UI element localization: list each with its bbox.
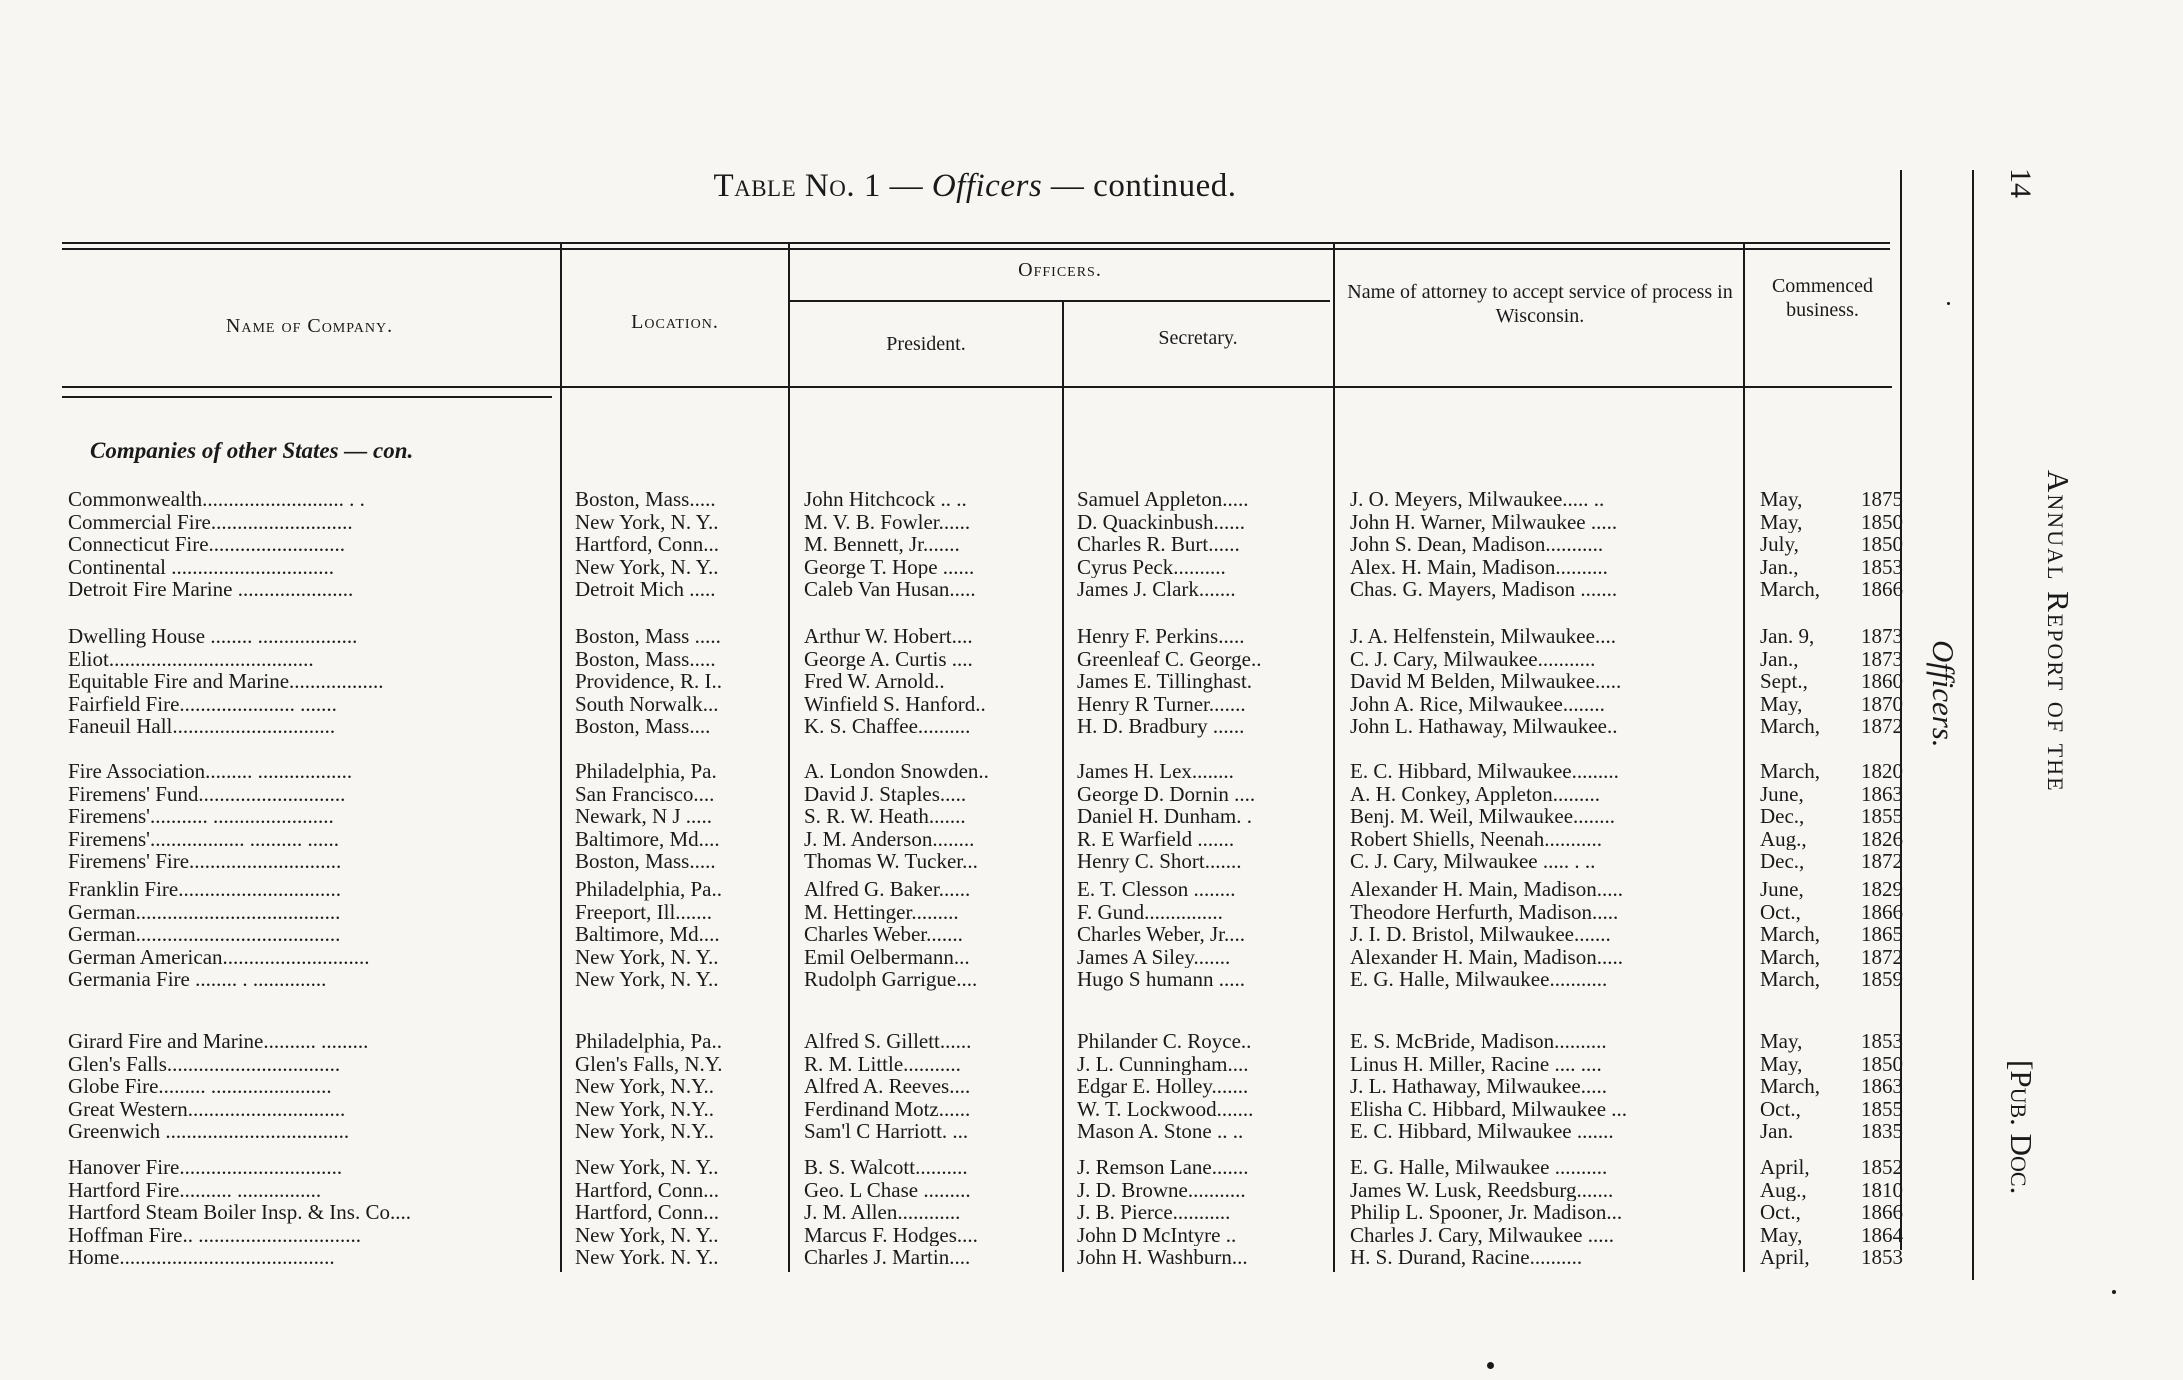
company-secretary: Charles Weber, Jr.... <box>1077 923 1245 946</box>
company-attorney: Alexander H. Main, Madison..... <box>1350 945 1623 969</box>
company-location: Hartford, Conn... <box>575 1201 720 1224</box>
company-attorney: David M Belden, Milwaukee..... <box>1350 670 1622 693</box>
commenced-year: 1863 <box>1861 1075 1903 1098</box>
company-name: Hanover Fire............................... <box>68 1156 343 1179</box>
commenced-year: 1864 <box>1861 1223 1903 1247</box>
company-secretary: J. B. Pierce........... <box>1077 1201 1231 1224</box>
running-header-officers: Officers. <box>1926 640 1961 748</box>
table-row <box>0 878 1903 901</box>
commenced-month: March, <box>1760 923 1821 946</box>
company-secretary: James H. Lex........ <box>1077 760 1234 783</box>
company-president: Charles Weber....... <box>804 923 963 946</box>
table-row <box>0 1223 1903 1247</box>
company-attorney: H. S. Durand, Racine.......... <box>1350 1246 1583 1269</box>
company-location: New York, N.Y.. <box>575 1120 715 1143</box>
commenced-month: Oct., <box>1760 1097 1801 1121</box>
officers-subrule <box>790 300 1330 302</box>
company-name: Faneuil Hall............................... <box>68 715 336 738</box>
commenced-year: 1855 <box>1861 805 1903 828</box>
table-row <box>0 488 1903 511</box>
table-row <box>0 1201 1903 1224</box>
company-president: S. R. W. Heath....... <box>804 805 966 828</box>
company-name: Eliot....................................... <box>68 647 314 671</box>
company-president: Emil Oelbermann... <box>804 945 970 969</box>
company-name: Greenwich ................................... <box>68 1120 350 1143</box>
company-location: Baltimore, Md.... <box>575 923 720 946</box>
commenced-year: 1875 <box>1861 488 1903 511</box>
company-attorney: E. S. McBride, Madison.......... <box>1350 1030 1607 1053</box>
company-attorney: C. J. Cary, Milwaukee........... <box>1350 647 1596 671</box>
company-president: Rudolph Garrigue.... <box>804 968 978 991</box>
company-location: Philadelphia, Pa.. <box>575 878 722 901</box>
company-location: New York, N. Y.. <box>575 968 719 991</box>
table-row <box>0 715 1903 738</box>
company-secretary: George D. Dornin .... <box>1077 782 1256 806</box>
commenced-year: 1850 <box>1861 510 1903 534</box>
company-name: Commonwealth........................... . . <box>68 488 365 511</box>
commenced-month: Jan., <box>1760 647 1799 671</box>
company-attorney: E. C. Hibbard, Milwaukee......... <box>1350 760 1619 783</box>
company-president: M. Hettinger......... <box>804 900 959 924</box>
commenced-month: May, <box>1760 1052 1803 1076</box>
commenced-month: March, <box>1760 715 1821 738</box>
company-attorney: Philip L. Spooner, Jr. Madison... <box>1350 1201 1623 1224</box>
header-secretary: Secretary. <box>1158 327 1238 349</box>
company-group <box>0 625 1903 738</box>
commenced-month: April, <box>1760 1156 1810 1179</box>
company-president: Sam'l C Harriott. ... <box>804 1120 969 1143</box>
commenced-year: 1866 <box>1861 578 1903 601</box>
company-attorney: J. I. D. Bristol, Milwaukee....... <box>1350 923 1611 946</box>
company-secretary: Mason A. Stone .. .. <box>1077 1120 1244 1143</box>
company-attorney: John H. Warner, Milwaukee ..... <box>1350 510 1618 534</box>
company-secretary: J. D. Browne........... <box>1077 1178 1246 1202</box>
commenced-year: 1873 <box>1861 647 1903 671</box>
company-group <box>0 488 1903 601</box>
header-location: Location. <box>631 311 719 333</box>
commenced-year: 1835 <box>1861 1120 1903 1143</box>
company-secretary: James E. Tillinghast. <box>1077 670 1253 693</box>
company-attorney: Elisha C. Hibbard, Milwaukee ... <box>1350 1097 1628 1121</box>
company-secretary: Hugo S humann ..... <box>1077 968 1245 991</box>
company-name: Detroit Fire Marine ...................... <box>68 578 354 601</box>
company-secretary: F. Gund............... <box>1077 900 1223 924</box>
commenced-month: May, <box>1760 692 1803 716</box>
commenced-year: 1826 <box>1861 827 1903 851</box>
company-group <box>0 1156 1903 1269</box>
company-location: New York, N.Y.. <box>575 1097 715 1121</box>
table-row <box>0 1075 1903 1098</box>
commenced-month: March, <box>1760 945 1821 969</box>
header-name-of-company: Name of Company. <box>225 315 394 337</box>
top-rule-2 <box>62 248 1890 250</box>
commenced-year: 1853 <box>1861 1246 1903 1269</box>
commenced-month: May, <box>1760 510 1803 534</box>
company-secretary: J. L. Cunningham.... <box>1077 1052 1249 1076</box>
company-president: George T. Hope ...... <box>804 555 975 579</box>
company-secretary: R. E Warfield ....... <box>1077 827 1235 851</box>
section-title: Companies of other States — con. <box>90 438 414 463</box>
commenced-month: April, <box>1760 1246 1810 1269</box>
company-location: New York, N.Y.. <box>575 1075 715 1098</box>
company-name: Hartford Steam Boiler Insp. & Ins. Co.... <box>68 1201 411 1224</box>
company-location: New York, N. Y.. <box>575 555 719 579</box>
commenced-year: 1852 <box>1861 1156 1903 1179</box>
header-commenced: Commenced business. <box>1771 275 1874 321</box>
header-officers: Officers. <box>1018 259 1102 281</box>
company-president: Alfred S. Gillett...... <box>804 1030 972 1053</box>
company-secretary: Henry R Turner....... <box>1077 692 1246 716</box>
company-name: Firemens'........... ....................... <box>68 805 334 828</box>
company-attorney: Theodore Herfurth, Madison..... <box>1350 900 1619 924</box>
company-president: John Hitchcock .. .. <box>804 488 967 511</box>
company-attorney: E. G. Halle, Milwaukee .......... <box>1350 1156 1608 1179</box>
company-president: A. London Snowden.. <box>804 760 989 783</box>
company-attorney: J. L. Hathaway, Milwaukee..... <box>1350 1075 1607 1098</box>
commenced-month: July, <box>1760 533 1799 556</box>
commenced-year: 1872 <box>1861 715 1903 738</box>
company-president: Caleb Van Husan..... <box>804 578 976 601</box>
commenced-year: 1853 <box>1861 555 1903 579</box>
company-secretary: Daniel H. Dunham. . <box>1077 805 1252 828</box>
company-secretary: Charles R. Burt...... <box>1077 533 1240 556</box>
company-name: German....................................... <box>68 900 341 924</box>
running-header-title: Annual Report of the <box>2041 470 2076 793</box>
company-location: Boston, Mass..... <box>575 647 716 671</box>
company-location: Boston, Mass.... <box>575 715 711 738</box>
company-attorney: E. C. Hibbard, Milwaukee ....... <box>1350 1120 1614 1143</box>
company-name: Fire Association......... .................. <box>68 760 353 783</box>
company-president: George A. Curtis .... <box>804 647 973 671</box>
company-attorney: Chas. G. Mayers, Madison ....... <box>1350 578 1618 601</box>
table-row <box>0 1246 1903 1269</box>
company-secretary: James A Siley....... <box>1077 945 1231 969</box>
outer-right-rule <box>1972 170 1974 1280</box>
commenced-year: 1829 <box>1861 878 1903 901</box>
company-president: Ferdinand Motz...... <box>804 1097 971 1121</box>
company-president: David J. Staples..... <box>804 782 967 806</box>
company-attorney: John A. Rice, Milwaukee........ <box>1350 692 1605 716</box>
company-location: Glen's Falls, N.Y. <box>575 1052 723 1076</box>
commenced-month: May, <box>1760 488 1803 511</box>
commenced-month: June, <box>1760 878 1804 901</box>
commenced-month: March, <box>1760 760 1821 783</box>
table-row <box>0 968 1903 991</box>
company-president: B. S. Walcott.......... <box>804 1156 968 1179</box>
company-attorney: John L. Hathaway, Milwaukee.. <box>1350 715 1618 738</box>
company-attorney: Alex. H. Main, Madison.......... <box>1350 555 1608 579</box>
commenced-month: Jan. <box>1760 1120 1794 1143</box>
table-row <box>0 555 1903 579</box>
table-row <box>0 625 1903 648</box>
company-location: New York, N. Y.. <box>575 1156 719 1179</box>
table-row <box>0 578 1903 601</box>
company-president: K. S. Chaffee.......... <box>804 715 971 738</box>
company-name: Home......................................... <box>68 1246 335 1269</box>
company-location: Boston, Mass..... <box>575 850 716 873</box>
company-name: Firemens' Fire............................. <box>68 850 342 873</box>
company-location: Philadelphia, Pa. <box>575 760 717 783</box>
commenced-year: 1866 <box>1861 900 1903 924</box>
header-attorney: Name of attorney to accept service of process in Wisconsin. <box>1347 281 1733 327</box>
company-president: J. M. Anderson........ <box>804 827 975 851</box>
company-location: New York, N. Y.. <box>575 510 719 534</box>
table-title <box>60 168 1890 205</box>
company-secretary: Cyrus Peck.......... <box>1077 555 1226 579</box>
commenced-year: 1853 <box>1861 1030 1903 1053</box>
commenced-year: 1872 <box>1861 850 1903 873</box>
company-secretary: Samuel Appleton..... <box>1077 488 1249 511</box>
company-attorney: Benj. M. Weil, Milwaukee........ <box>1350 805 1616 828</box>
company-location: Baltimore, Md.... <box>575 827 720 851</box>
commenced-year: 1855 <box>1861 1097 1903 1121</box>
commenced-month: Sept., <box>1760 670 1808 693</box>
company-attorney: Alexander H. Main, Madison..... <box>1350 878 1623 901</box>
company-president: R. M. Little........... <box>804 1052 961 1076</box>
company-name: Girard Fire and Marine.......... ......... <box>68 1030 369 1053</box>
commenced-month: Aug., <box>1760 1178 1807 1202</box>
table-row <box>0 805 1903 828</box>
commenced-month: May, <box>1760 1223 1803 1247</box>
table-title-prefix: Table No. 1 — <box>713 168 924 204</box>
company-attorney: E. G. Halle, Milwaukee........... <box>1350 968 1608 991</box>
commenced-month: June, <box>1760 782 1804 806</box>
table-row <box>0 692 1903 716</box>
header-bottom-rule <box>62 386 1892 388</box>
table-title-italic: Officers <box>931 168 1043 204</box>
company-secretary: Edgar E. Holley....... <box>1077 1075 1249 1098</box>
company-secretary: J. Remson Lane....... <box>1077 1156 1249 1179</box>
company-group <box>0 878 1903 991</box>
company-president: Marcus F. Hodges.... <box>804 1223 978 1247</box>
company-president: J. M. Allen............ <box>804 1201 961 1224</box>
print-speck <box>1487 1362 1494 1369</box>
header-president: President. <box>886 333 966 355</box>
commenced-year: 1820 <box>1861 760 1903 783</box>
table-row <box>0 850 1903 873</box>
company-president: Alfred A. Reeves.... <box>804 1075 971 1098</box>
company-location: Newark, N J ..... <box>575 805 713 828</box>
company-attorney: Charles J. Cary, Milwaukee ..... <box>1350 1223 1614 1247</box>
company-location: Freeport, Ill....... <box>575 900 713 924</box>
table-row <box>0 1178 1903 1202</box>
commenced-month: March, <box>1760 968 1821 991</box>
company-attorney: A. H. Conkey, Appleton......... <box>1350 782 1601 806</box>
company-secretary: Henry F. Perkins..... <box>1077 625 1245 648</box>
company-president: M. Bennett, Jr....... <box>804 533 960 556</box>
company-location: Hartford, Conn... <box>575 1178 720 1202</box>
company-name: Firemens' Fund............................ <box>68 782 346 806</box>
company-secretary: Henry C. Short....... <box>1077 850 1242 873</box>
table-row <box>0 1052 1903 1076</box>
company-name: Continental ............................... <box>68 555 334 579</box>
table-row <box>0 827 1903 851</box>
company-secretary: H. D. Bradbury ...... <box>1077 715 1245 738</box>
company-secretary: John D McIntyre .. <box>1077 1223 1237 1247</box>
page-number: 14 <box>2004 168 2037 198</box>
company-secretary: Greenleaf C. George.. <box>1077 647 1262 671</box>
company-attorney: James W. Lusk, Reedsburg....... <box>1350 1178 1614 1202</box>
commenced-month: Oct., <box>1760 900 1801 924</box>
company-name: Hoffman Fire.. ............................... <box>68 1223 362 1247</box>
company-name: Great Western.............................. <box>68 1097 346 1121</box>
company-president: Thomas W. Tucker... <box>804 850 978 873</box>
company-attorney: John S. Dean, Madison........... <box>1350 533 1604 556</box>
company-secretary: W. T. Lockwood....... <box>1077 1097 1254 1121</box>
commenced-year: 1860 <box>1861 670 1903 693</box>
table-row <box>0 533 1903 556</box>
commenced-year: 1873 <box>1861 625 1903 648</box>
commenced-year: 1810 <box>1861 1178 1903 1202</box>
company-name: Dwelling House ........ ................... <box>68 625 358 648</box>
table-row <box>0 923 1903 946</box>
commenced-year: 1859 <box>1861 968 1903 991</box>
table-row <box>0 1030 1903 1053</box>
company-location: South Norwalk... <box>575 692 719 716</box>
company-name: German American............................ <box>68 945 370 969</box>
company-location: New York, N. Y.. <box>575 945 719 969</box>
table-row <box>0 510 1903 534</box>
commenced-month: Jan. 9, <box>1760 625 1815 648</box>
company-name: Fairfield Fire...................... ....... <box>68 692 337 716</box>
commenced-month: Aug., <box>1760 827 1807 851</box>
company-attorney: Robert Shiells, Neenah........... <box>1350 827 1602 851</box>
commenced-year: 1850 <box>1861 533 1903 556</box>
commenced-month: Jan., <box>1760 555 1799 579</box>
commenced-month: Oct., <box>1760 1201 1801 1224</box>
company-secretary: Philander C. Royce.. <box>1077 1030 1252 1053</box>
company-attorney: C. J. Cary, Milwaukee ..... . .. <box>1350 850 1596 873</box>
commenced-month: March, <box>1760 578 1821 601</box>
commenced-month: May, <box>1760 1030 1803 1053</box>
company-location: San Francisco.... <box>575 782 715 806</box>
company-location: Hartford, Conn... <box>575 533 720 556</box>
company-president: Alfred G. Baker...... <box>804 878 971 901</box>
company-name: Globe Fire......... ....................... <box>68 1075 332 1098</box>
running-header-pub-doc: [Pub. Doc. <box>2004 1060 2039 1195</box>
company-name: Commercial Fire........................... <box>68 510 353 534</box>
table-row <box>0 945 1903 969</box>
company-president: Geo. L Chase ......... <box>804 1178 971 1202</box>
company-name: Connecticut Fire.......................... <box>68 533 346 556</box>
commenced-year: 1863 <box>1861 782 1903 806</box>
table-row <box>0 670 1903 693</box>
company-name: Franklin Fire............................... <box>68 878 341 901</box>
company-name: Firemens'.................. .......... ...... <box>68 827 339 851</box>
company-name: Equitable Fire and Marine.................. <box>68 670 384 693</box>
header-bottom-rule-2 <box>62 396 552 398</box>
print-speck-3 <box>1947 302 1950 305</box>
company-location: Providence, R. I.. <box>575 670 722 693</box>
company-group <box>0 1030 1903 1143</box>
table-title-suffix: — continued. <box>1050 168 1237 204</box>
company-president: Charles J. Martin.... <box>804 1246 971 1269</box>
company-secretary: E. T. Clesson ........ <box>1077 878 1236 901</box>
company-name: Hartford Fire.......... ................ <box>68 1178 322 1202</box>
commenced-year: 1872 <box>1861 945 1903 969</box>
company-president: Winfield S. Hanford.. <box>804 692 986 716</box>
company-secretary: John H. Washburn... <box>1077 1246 1248 1269</box>
company-president: M. V. B. Fowler...... <box>804 510 971 534</box>
company-secretary: D. Quackinbush...... <box>1077 510 1245 534</box>
commenced-month: March, <box>1760 1075 1821 1098</box>
company-secretary: James J. Clark....... <box>1077 578 1236 601</box>
table-row <box>0 647 1903 671</box>
company-attorney: J. A. Helfenstein, Milwaukee.... <box>1350 625 1616 648</box>
company-location: Philadelphia, Pa.. <box>575 1030 722 1053</box>
company-attorney: J. O. Meyers, Milwaukee..... .. <box>1350 488 1605 511</box>
company-location: Boston, Mass..... <box>575 488 716 511</box>
company-attorney: Linus H. Miller, Racine .... .... <box>1350 1052 1602 1076</box>
company-name: Germania Fire ........ . .............. <box>68 968 327 991</box>
company-location: New York, N. Y.. <box>575 1223 719 1247</box>
commenced-month: Dec., <box>1760 850 1805 873</box>
top-rule-1 <box>62 242 1890 244</box>
company-name: German....................................... <box>68 923 341 946</box>
company-president: Fred W. Arnold.. <box>804 670 945 693</box>
commenced-year: 1865 <box>1861 923 1903 946</box>
table-row <box>0 782 1903 806</box>
company-president: Arthur W. Hobert.... <box>804 625 973 648</box>
table-row <box>0 1120 1903 1143</box>
company-location: Detroit Mich ..... <box>575 578 716 601</box>
commenced-month: Dec., <box>1760 805 1805 828</box>
company-name: Glen's Falls................................. <box>68 1052 341 1076</box>
commenced-year: 1850 <box>1861 1052 1903 1076</box>
table-row <box>0 1097 1903 1121</box>
print-speck-2 <box>2112 1290 2116 1294</box>
table-row <box>0 900 1903 924</box>
company-location: New York. N. Y.. <box>575 1246 719 1269</box>
company-group <box>0 760 1903 873</box>
company-location: Boston, Mass ..... <box>575 625 721 648</box>
table-row <box>0 1156 1903 1179</box>
table-row <box>0 760 1903 783</box>
commenced-year: 1866 <box>1861 1201 1903 1224</box>
commenced-year: 1870 <box>1861 692 1903 716</box>
